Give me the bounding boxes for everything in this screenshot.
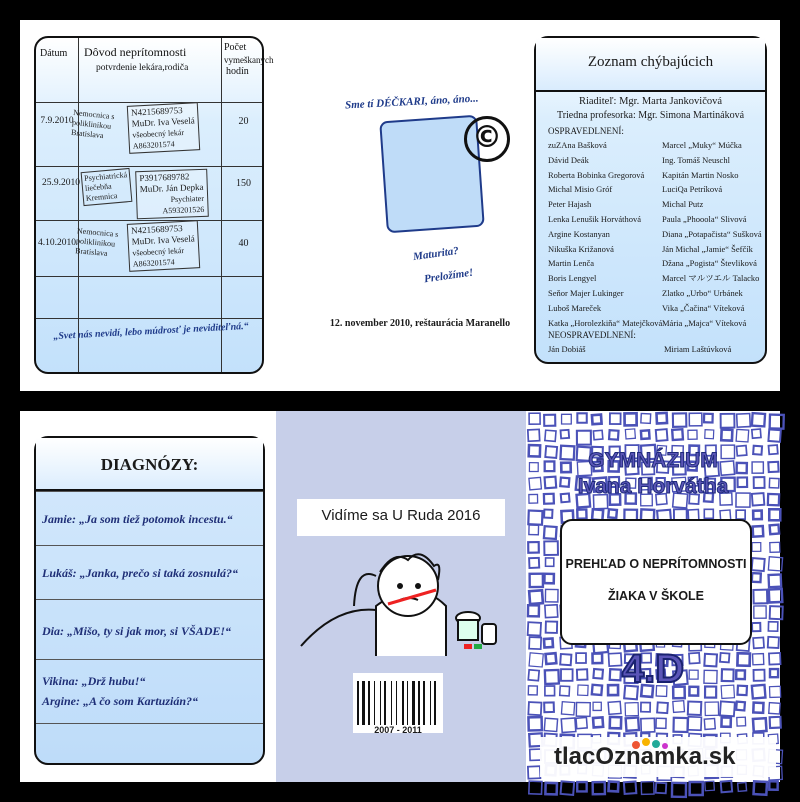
barcode-icon <box>353 673 443 733</box>
excused-name-left-3: Roberta Bobinka Gregorová <box>548 169 645 180</box>
row-1-date: 7.9.2010 <box>40 116 74 126</box>
row-2-doctor-stamp: P3917689782 MuDr. Ján Depka Psychiater A593201526 <box>135 169 208 219</box>
diagnosis-row <box>36 545 263 599</box>
excused-name-left-1: zuZAna Bašková <box>548 140 607 150</box>
excused-name-left-8: Nikuška Križanová <box>548 243 614 254</box>
class-headline: Sme tí DÉČKARI, áno, áno... <box>344 92 479 112</box>
overview-box <box>560 519 752 645</box>
diagnosis-row <box>36 599 263 659</box>
diagnosis-quote: Lukáš: „Janka, prečo si taká zosnulá?“ <box>42 566 239 580</box>
brand-box[interactable] <box>540 737 776 777</box>
absence-table-panel <box>34 36 274 374</box>
excused-name-left-6: Lenka Lenušik Horváthová <box>548 214 641 224</box>
excused-name-left-4: Michal Misio Gróf <box>548 184 613 195</box>
row-1-doctor-stamp: N4215689753 MuDr. Iva Veselá všeobecný lekár A863201574 <box>127 102 200 154</box>
absence-table <box>36 38 274 372</box>
excused-name-left-7: Argine Kostanyan <box>548 228 610 239</box>
diagnosis-row <box>36 491 263 545</box>
header-date: Dátum <box>40 48 68 59</box>
header-hours-2: vymeškaných <box>224 55 274 65</box>
back-cover-panel <box>276 411 526 782</box>
row-3-hours: 40 <box>238 238 249 249</box>
inner-spread <box>20 20 780 391</box>
diagnoses-panel <box>34 436 265 765</box>
overview-title-line-2: ŽIAKA V ŠKOLE <box>607 589 705 603</box>
excused-name-right-10: Marcel マルツエル Talacko <box>662 273 760 284</box>
excused-name-right-13: Mária „Majca“ Víteková <box>662 317 747 328</box>
row-3-doctor-stamp: N4215689753 MuDr. Iva Veselá všeobecný lekár A863201574 <box>127 220 200 272</box>
school-name-line-2: Ivana Horvátha <box>577 475 729 498</box>
diagnoses-title: DIAGNÓZY: <box>100 455 199 474</box>
diagnosis-quote: Dia: „Mišo, ty si jak mor, si VŠADE!“ <box>42 624 232 638</box>
unexcused-name-left: Ján Dobiáš <box>548 344 586 354</box>
row-2-clinic-stamp: Psychiatrická liečebňa Kremnica <box>81 168 133 206</box>
missing-list-title: Zoznam chýbajúcich <box>587 54 714 70</box>
excused-name-right-9: Džana „Pogista“ Števliková <box>662 258 757 269</box>
missing-title-box <box>536 38 765 92</box>
school-name-line-1: GYMNÁZIUM <box>588 449 718 472</box>
motto: „Svet nás nevidí, lebo múdrosť je neviditeľná.“ <box>53 320 249 343</box>
brand-link[interactable]: tlacOznamka.sk <box>554 743 736 770</box>
diagnosis-quote: Argine: „A čo som Kartuzián?“ <box>42 694 199 708</box>
diagnoses-title-box <box>36 438 263 491</box>
row-3-clinic-stamp: Nemocnica s poliklinikou Bratislava <box>74 226 119 258</box>
header-reason-sub: potvrdenie lekára,rodiča <box>96 63 189 73</box>
excused-name-left-12: Luboš Mareček <box>548 302 602 313</box>
row-2-hours: 150 <box>236 178 251 189</box>
excused-name-right-11: Zlatko „Urbo“ Urbánek <box>662 288 743 298</box>
copyright-icon: © <box>464 116 510 162</box>
maturita-answer: Preložíme! <box>423 266 475 286</box>
excused-name-right-7: Diana „Potapačista“ Sušková <box>662 228 762 239</box>
director-line: Riaditeľ: Mgr. Marta Jankovičová <box>578 96 723 107</box>
excused-name-right-5: Michal Putz <box>662 199 704 210</box>
diagnosis-row <box>36 659 263 723</box>
excused-name-right-6: Paula „Phooola“ Slivová <box>662 214 747 224</box>
excused-name-right-8: Ján Michal „Jamie“ Šefčík <box>662 243 753 254</box>
reunion-box <box>297 499 505 536</box>
diagnosis-quote: Jamie: „Ja som tiež potomok incestu.“ <box>42 512 233 526</box>
row-3-date: 4.10.2010 <box>38 238 76 248</box>
header-hours-3: hodín <box>226 66 249 77</box>
diagnosis-row-empty <box>36 723 263 767</box>
row-2-date: 25.9.2010 <box>42 178 80 188</box>
excused-name-right-1: Marcel „Muky“ Múčka <box>662 140 742 150</box>
outer-spread <box>20 411 780 782</box>
class-label: 4.D <box>621 647 685 691</box>
sick-student-illustration-icon <box>296 546 506 656</box>
excused-name-right-4: LuciQa Petríková <box>662 184 723 195</box>
excused-name-left-11: Seňor Majer Lukinger <box>548 288 624 298</box>
excused-name-left-10: Boris Lengyel <box>548 273 597 284</box>
front-cover-panel <box>526 411 780 782</box>
unexcused-heading: NEOSPRAVEDLNENÍ: <box>548 330 636 340</box>
class-teacher-line: Triedna profesorka: Mgr. Simona Martináková <box>556 110 745 121</box>
row-1-clinic-stamp: Nemocnica s poliklinikou Bratislava <box>70 107 116 141</box>
excused-name-right-12: Vika „Čačina“ Víteková <box>662 302 745 313</box>
diagnosis-quote: Vikina: „Drž hubu!“ <box>42 674 146 688</box>
reunion-text: Vidíme sa U Ruda 2016 <box>321 507 481 524</box>
missing-list-panel <box>534 36 767 364</box>
excused-name-right-2: Ing. Tomáš Neuschl <box>662 154 730 165</box>
row-1-hours: 20 <box>238 116 249 127</box>
event-line: 12. november 2010, reštaurácia Maranello <box>329 318 511 329</box>
maturita-question: Maturita? <box>412 244 460 264</box>
excused-name-left-2: Dávid Deák <box>548 154 589 165</box>
excused-heading: OSPRAVEDLNENÍ: <box>548 126 624 136</box>
years-label: 2007 - 2011 <box>374 725 422 735</box>
excused-name-left-5: Peter Hajash <box>548 199 592 210</box>
header-hours-1: Počet <box>224 42 247 53</box>
excused-name-right-3: Kapitán Martin Nosko <box>662 169 739 180</box>
excused-name-left-13: Katka „Horolezkiňa“ Matejčková <box>548 317 663 328</box>
overview-title-line-1: PREHĽAD O NEPRÍTOMNOSTI <box>565 557 747 571</box>
header-reason: Dôvod neprítomnosti <box>84 45 187 59</box>
excused-name-left-9: Martin Lenča <box>548 258 595 269</box>
unexcused-name-right: Miriam Laštúvková <box>664 344 732 354</box>
